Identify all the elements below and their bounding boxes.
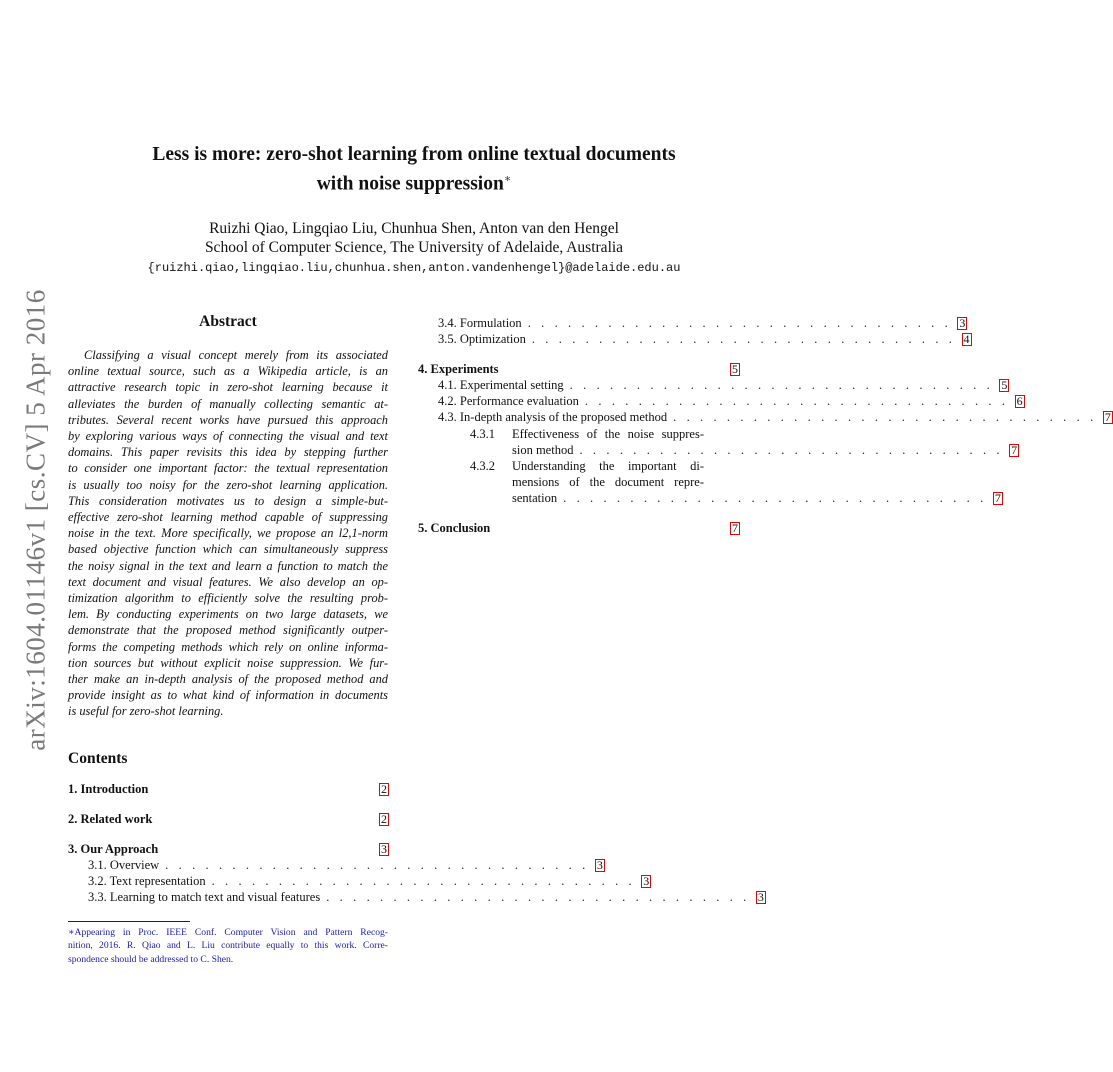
abstract-line: demonstrate that the proposed method significantly outper- (68, 623, 388, 638)
title-line-2: with noise suppression (316, 173, 504, 195)
toc-entry-experimental-setting[interactable] (438, 377, 1008, 393)
abstract-line: This consideration motivates us to design a simple-but- (68, 493, 388, 508)
abstract-line: attractive research topic in zero-shot learning because it (68, 380, 388, 395)
toc-label: 3.2. Text representation (88, 874, 206, 888)
toc-label: 5. Conclusion (418, 521, 491, 535)
abstract-line: forms the competing methods which rely on online informa- (68, 639, 388, 654)
toc-entry-text-representation[interactable] (88, 873, 650, 889)
footnote-divider (68, 921, 190, 922)
abstract-line: alleviates the burden of manually collecting semantic at- (68, 396, 388, 411)
toc-page-link[interactable]: 6 (1016, 394, 1023, 408)
toc-label: 4.3. In-depth analysis of the proposed method (438, 410, 668, 424)
abstract-line: to consider one important factor: the textual representation (68, 461, 388, 476)
toc-page-link[interactable]: 4 (963, 332, 970, 346)
toc-label: 3.3. Learning to match text and visual features (88, 890, 321, 904)
abstract-line: ther make an in-depth analysis of the proposed method and (68, 672, 388, 687)
abstract-line: based objective function which can simultaneously suppress (68, 542, 388, 557)
footnote-line: ∗Appearing in Proc. IEEE Conf. Computer Vision and Pattern Recog- (68, 927, 388, 938)
toc-leader: . . . . . . . . . . . . . . . . . . . . . . . . . . . . . . . . (527, 316, 952, 330)
toc-page-link[interactable]: 2 (381, 812, 387, 826)
toc-label: 3.4. Formulation (438, 316, 522, 330)
toc-label: Understanding the important di- (512, 459, 704, 473)
abstract-line: online textual source, such as a Wikipedia article, is an (68, 364, 388, 379)
toc-entry-noise-suppression[interactable] (512, 442, 1018, 458)
toc-label: Effectiveness of the noise suppres- (512, 427, 704, 441)
abstract-line: Classifying a visual concept merely from its associated (84, 348, 388, 362)
affiliation: School of Computer Science, The University of Adelaide, Australia (204, 239, 624, 256)
toc-page-link[interactable]: 5 (732, 362, 738, 376)
footnote-line: nition, 2016. R. Qiao and L. Liu contribute equally to this work. Corre- (68, 940, 388, 952)
toc-label: 3.5. Optimization (438, 332, 526, 346)
abstract-line: the noisy signal in the text and learn a function to match the (68, 558, 388, 573)
abstract-line: text document and visual features. We also develop an op- (68, 574, 388, 589)
abstract-line: timization algorithm to efficiently solve the resulting prob- (68, 591, 388, 606)
toc-entry-introduction[interactable] (68, 781, 389, 797)
abstract-heading: Abstract (199, 313, 257, 330)
toc-label: 4.1. Experimental setting (438, 378, 564, 392)
title-line-2-wrap (0, 167, 828, 197)
abstract-line: lem. By conducting experiments on two large datasets, we (68, 607, 388, 622)
toc-entry-formulation[interactable] (438, 315, 966, 331)
toc-leader: . . . . . . . . . . . . . . . . . . . . . . . . . . . . . . . . (579, 443, 1004, 457)
toc-leader: . . . . . . . . . . . . . . . . . . . . . . . . . . . . . . . . (563, 491, 987, 505)
toc-entry-experiments[interactable] (418, 361, 740, 377)
abstract-line: noise in the text. More specifically, we propose an l2,1-norm (68, 526, 388, 541)
toc-label: 3. Our Approach (68, 842, 159, 856)
abstract-body (68, 347, 388, 720)
toc-entry-our-approach[interactable] (68, 841, 389, 857)
toc-entry-optimization[interactable] (438, 331, 970, 347)
toc-entry-conclusion[interactable] (418, 520, 740, 536)
toc-label: 4.2. Performance evaluation (438, 394, 579, 408)
toc-page-link[interactable]: 3 (959, 316, 966, 330)
toc-subsection-number: 4.3.2 (470, 459, 495, 473)
toc-entry-overview[interactable] (88, 857, 603, 873)
contents-heading: Contents (68, 750, 128, 767)
toc-page-link[interactable]: 3 (596, 858, 603, 872)
toc-page-link[interactable]: 7 (732, 521, 738, 535)
toc-subsection-number: 4.3.1 (470, 427, 495, 441)
abstract-line: provide insight as to what kind of information in documents (68, 688, 388, 703)
toc-entry-important-dimensions[interactable] (512, 490, 1001, 506)
toc-label: 2. Related work (68, 812, 153, 826)
toc-label: mensions of the document repre- (512, 475, 704, 489)
abstract-line: by exploring various ways of connecting the visual and text (68, 429, 388, 444)
toc-page-link[interactable]: 3 (381, 842, 387, 856)
toc-leader: . . . . . . . . . . . . . . . . . . . . . . . . . . . . . . . . (569, 378, 994, 392)
toc-label: sion method (512, 443, 574, 457)
abstract-line: domains. This paper revisits this idea by stepping further (68, 445, 388, 460)
abstract-line: is usually too noisy for the zero-shot learning application. (68, 477, 388, 492)
abstract-line: effective zero-shot learning method capable of suppressing (68, 510, 388, 525)
toc-label: 1. Introduction (68, 782, 149, 796)
abstract-line: tributes. Several recent works have pursued this approach (68, 412, 388, 427)
arxiv-identifier: arXiv:1604.01146v1 [cs.CV] 5 Apr 2016 (20, 289, 51, 751)
toc-leader: . . . . . . . . . . . . . . . . . . . . . . . . . . . . . . . . (673, 410, 1097, 424)
toc-leader: . . . . . . . . . . . . . . . . . . . . . . . . . . . . . . . . (584, 394, 1009, 408)
toc-page-link[interactable]: 3 (757, 890, 764, 904)
toc-page-link[interactable]: 7 (1011, 443, 1018, 457)
toc-leader: . . . . . . . . . . . . . . . . . . . . . . . . . . . . . . . . (326, 890, 750, 904)
paper-title (0, 142, 828, 197)
footnote[interactable] (68, 926, 388, 966)
title-footnote-mark: ∗ (503, 173, 512, 185)
title-line-1: Less is more: zero-shot learning from online textual documents (152, 144, 676, 165)
toc-page-link[interactable]: 3 (643, 874, 650, 888)
abstract-line: tion sources but without explicit noise suppression. We fur- (68, 655, 388, 670)
toc-entry-in-depth-analysis[interactable] (438, 409, 1111, 425)
toc-leader: . . . . . . . . . . . . . . . . . . . . . . . . . . . . . . . . (165, 858, 589, 872)
toc-label: 4. Experiments (418, 362, 499, 376)
toc-leader: . . . . . . . . . . . . . . . . . . . . . . . . . . . . . . . . (531, 332, 956, 346)
toc-label: 3.1. Overview (88, 858, 160, 872)
toc-page-link[interactable]: 5 (1001, 378, 1008, 392)
abstract-line: is useful for zero-shot learning. (68, 704, 224, 719)
toc-entry-related-work[interactable] (68, 811, 389, 827)
toc-label: sentation (512, 491, 558, 505)
footnote-line: spondence should be addressed to C. Shen. (68, 953, 234, 965)
toc-page-link[interactable]: 7 (994, 491, 1001, 505)
toc-page-link[interactable]: 7 (1104, 410, 1111, 424)
author-list: Ruizhi Qiao, Lingqiao Liu, Chunhua Shen, Anton van den Hengel (209, 220, 619, 237)
toc-leader: . . . . . . . . . . . . . . . . . . . . . . . . . . . . . . . . (211, 874, 636, 888)
toc-entry-learning-to-match[interactable] (88, 889, 764, 905)
toc-entry-performance-evaluation[interactable] (438, 393, 1023, 409)
toc-page-link[interactable]: 2 (381, 782, 387, 796)
author-emails: {ruizhi.qiao,lingqiao.liu,chunhua.shen,anton.vandenhengel}@adelaide.edu.au (147, 261, 681, 275)
